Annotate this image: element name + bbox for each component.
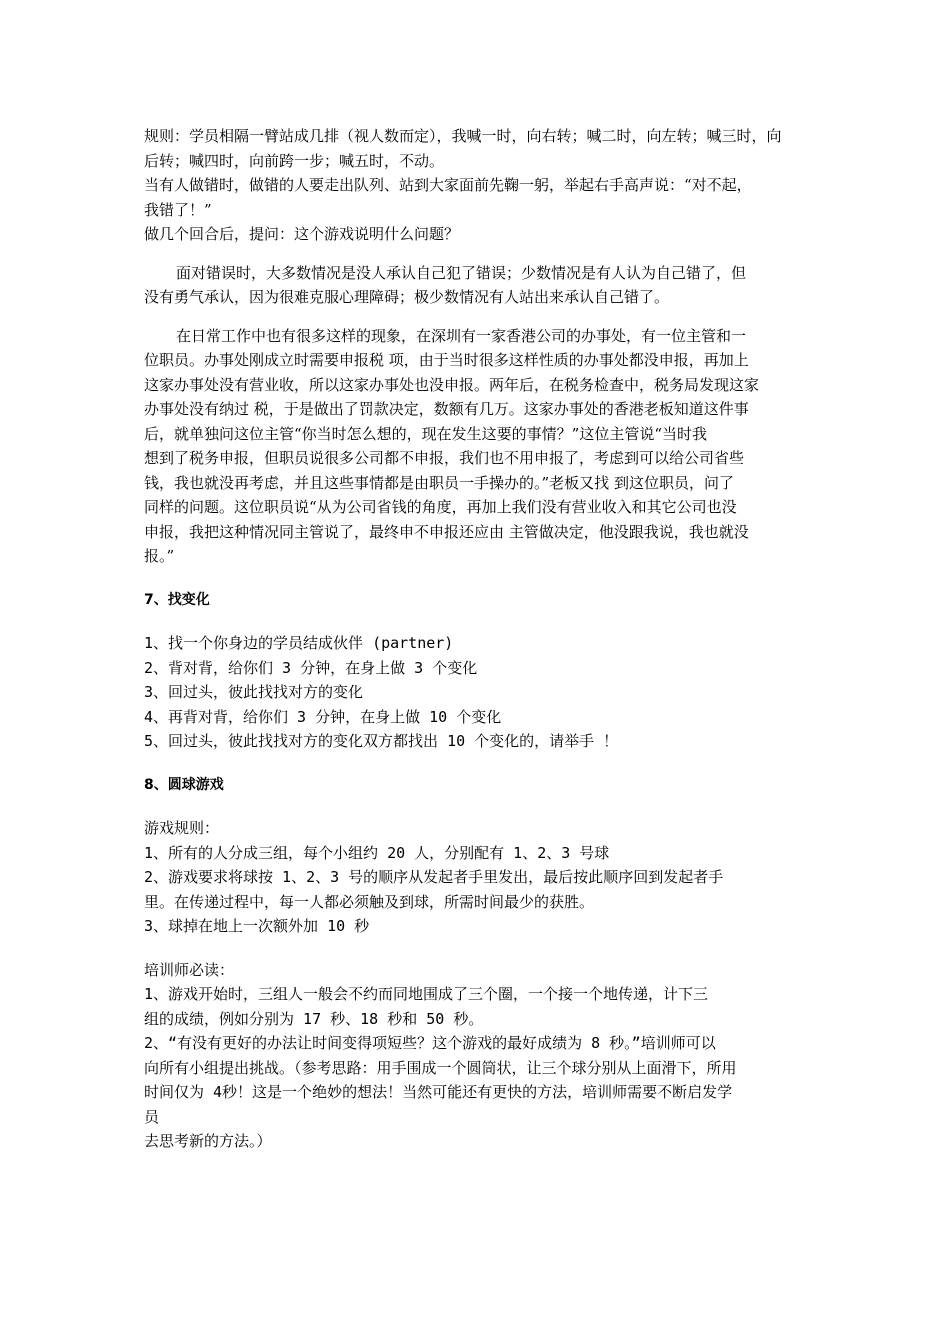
analysis-paragraph: [144, 261, 814, 310]
list-item: 5、回过头，彼此找找对方的变化双方都找出 10 个变化的，请举手 ！: [144, 732, 619, 750]
paragraph-line: 位职员。办事处刚成立时需要申报税 项，由于当时很多这样性质的办事处都没申报，再加上: [144, 351, 749, 369]
paragraph-line: 面对错误时，大多数情况是没人承认自己犯了错误；少数情况是有人认为自己错了，但: [176, 263, 747, 282]
error-line: 我错了！”: [144, 200, 212, 219]
paragraph-line: 同样的问题。这位职员说“从为公司省钱的角度，再加上我们没有营业收入和其它公司也没: [144, 498, 737, 516]
section-8-trainer-notes: [144, 958, 814, 1154]
paragraph-line: 想到了税务申报，但职员说很多公司都不申报，我们也不用申报了，考虑到可以给公司省些: [144, 449, 745, 467]
list-item: 1、所有的人分成三组，每个小组约 20 人，分别配有 1、2、3 号球: [144, 843, 610, 862]
list-item: 3、球掉在地上一次额外加 10 秒: [144, 917, 370, 935]
paragraph-line: 钱，我也就没再考虑，并且这些事情都是由职员一手操办的。”老板又找 到这位职员，问了: [144, 473, 734, 492]
list-item: 员: [144, 1107, 160, 1126]
intro-rules: [144, 124, 814, 247]
rule-line: 规则：学员相隔一臂站成几排（视人数而定），我喊一时，向右转；喊二时，向左转；喊三时，向: [144, 127, 782, 145]
section-8-rules: [144, 816, 814, 939]
story-paragraph: [144, 324, 814, 569]
paragraph-line: 后，就单独问这位主管“你当时怎么想的，现在发生这要的事情？”这位主管说“当时我: [144, 424, 708, 443]
list-item: 1、游戏开始时，三组人一般会不约而同地围成了三个圈，一个接一个地传递，计下三: [144, 985, 709, 1003]
paragraph-line: 申报，我把这种情况同主管说了，最终申不申报还应由 主管做决定，他没跟我说，我也就没: [144, 522, 749, 541]
list-item: 组的成绩，例如分别为 17 秒、18 秒和 50 秒。: [144, 1009, 484, 1028]
question-line: 做几个回合后，提问：这个游戏说明什么问题？: [144, 225, 460, 243]
section-7-list: [144, 631, 814, 754]
list-item: 2、“有没有更好的办法让时间变得项短些？这个游戏的最好成绩为 8 秒。”培训师可以: [144, 1034, 716, 1052]
list-item: 4、再背对背，给你们 3 分钟，在身上做 10 个变化: [144, 707, 502, 726]
rule-line: 后转；喊四时，向前跨一步；喊五时，不动。: [144, 151, 445, 170]
list-item: 3、回过头，彼此找找对方的变化: [144, 683, 364, 701]
list-item: 里。在传递过程中，每一人都必须触及到球，所需时间最少的获胜。: [144, 892, 595, 911]
paragraph-line: 报。”: [144, 547, 175, 565]
list-item: 去思考新的方法。）: [144, 1132, 272, 1150]
rules-label: 游戏规则：: [144, 819, 220, 837]
paragraph-line: 没有勇气承认，因为很难克服心理障碍；极少数情况有人站出来承认自己错了。: [144, 288, 670, 306]
section-8-heading: 8、圆球游戏: [144, 776, 224, 793]
list-item: 2、背对背，给你们 3 分钟，在身上做 3 个变化: [144, 658, 478, 677]
list-item: 向所有小组提出挑战。（参考思路：用手围成一个圆筒状，让三个球分别从上面滑下，所用: [144, 1058, 737, 1077]
paragraph-line: 在日常工作中也有很多这样的现象，在深圳有一家香港公司的办事处，有一位主管和一: [176, 326, 747, 345]
paragraph-line: 这家办事处没有营业收，所以这家办事处也没申报。两年后，在税务检查中，税务局发现这家: [144, 375, 760, 394]
list-item: 时间仅为 4秒！这是一个绝妙的想法！当然可能还有更快的方法，培训师需要不断启发学: [144, 1083, 733, 1101]
error-line: 当有人做错时，做错的人要走出队列、站到大家面前先鞠一躬，举起右手高声说：“对不起，: [144, 176, 752, 194]
trainer-label: 培训师必读：: [144, 960, 235, 979]
list-item: 1、找一个你身边的学员结成伙伴 (partner): [144, 634, 454, 652]
list-item: 2、游戏要求将球按 1、2、3 号的顺序从发起者手里发出，最后按此顺序回到发起者手: [144, 868, 724, 886]
paragraph-line: 办事处没有纳过 税，于是做出了罚款决定，数额有几万。这家办事处的香港老板知道这件事: [144, 400, 749, 418]
section-7-heading: 7、找变化: [144, 591, 210, 608]
document-page: [144, 124, 814, 1154]
